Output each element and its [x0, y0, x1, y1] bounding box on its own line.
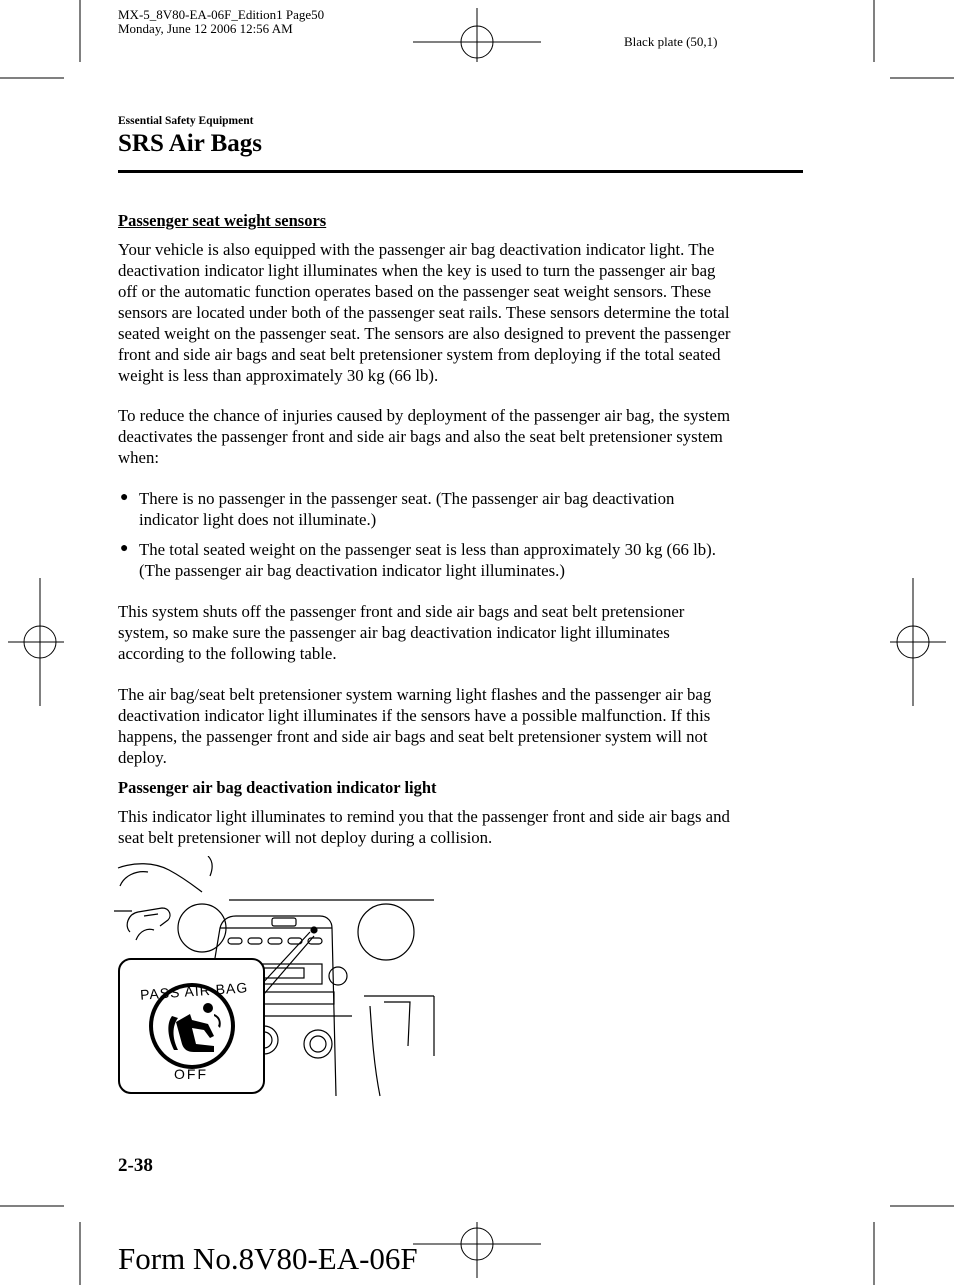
section-label: Essential Safety Equipment	[118, 115, 254, 127]
subhead-weight-sensors: Passenger seat weight sensors	[118, 211, 327, 230]
airbag-badge-bottom-text: OFF	[174, 1066, 208, 1082]
file-info-line2: Monday, June 12 2006 12:56 AM	[118, 21, 293, 36]
plate-label: Black plate (50,1)	[624, 34, 718, 49]
text-line: weight is less than approximately 30 kg (66 lb).	[118, 366, 439, 385]
airbag-badge-top-text: PASS AIR BAG	[139, 979, 249, 1003]
text-line: There is no passenger in the passenger seat. (The passenger air bag deactivation	[139, 489, 675, 508]
bullet-icon: ●	[120, 541, 129, 556]
text-line: when:	[118, 448, 160, 467]
page-number: 2-38	[118, 1155, 153, 1176]
paragraph-1	[118, 239, 818, 386]
paragraph-4	[118, 684, 818, 768]
form-number: Form No.8V80-EA-06F	[118, 1241, 418, 1276]
text-line: seated weight on the passenger seat. The sensors are also designed to prevent the passenger	[118, 324, 731, 343]
text-line: deploy.	[118, 748, 167, 767]
text-line: seat belt pretensioner will not deploy during a collision.	[118, 828, 493, 847]
bullet-item-2	[139, 539, 819, 581]
text-line: The air bag/seat belt pretensioner system warning light flashes and the passenger air bag	[118, 685, 712, 704]
page-title: SRS Air Bags	[118, 130, 263, 157]
text-line: (The passenger air bag deactivation indicator light illuminates.)	[139, 561, 565, 580]
subhead-indicator-light: Passenger air bag deactivation indicator light	[118, 778, 437, 797]
text-line: happens, the passenger front and side air bags and seat belt pretensioner system will not	[118, 727, 708, 746]
text-line: indicator light does not illuminate.)	[139, 510, 377, 529]
text-line: sensors are located under both of the passenger seat rails. These sensors determine the total	[118, 303, 730, 322]
text-line: Your vehicle is also equipped with the passenger air bag deactivation indicator light. The	[118, 240, 715, 259]
text-line: deactivates the passenger front and side air bags and also the seat belt pretensioner system	[118, 427, 723, 446]
text-line: The total seated weight on the passenger seat is less than approximately 30 kg (66 lb).	[139, 540, 716, 559]
title-rule	[118, 170, 803, 173]
text-line: according to the following table.	[118, 644, 337, 663]
text-line: This indicator light illuminates to remind you that the passenger front and side air bags and	[118, 807, 730, 826]
dashboard-illustration	[114, 856, 436, 1098]
text-line: deactivation indicator light illuminates if the sensors have a possible malfunction. If this	[118, 706, 711, 725]
paragraph-3	[118, 601, 818, 664]
text-line: This system shuts off the passenger front and side air bags and seat belt pretensioner	[118, 602, 685, 621]
bullet-item-1	[139, 488, 819, 530]
text-line: To reduce the chance of injuries caused by deployment of the passenger air bag, the system	[118, 406, 731, 425]
file-info-line1: MX-5_8V80-EA-06F_Edition1 Page50	[118, 7, 325, 22]
text-line: off or the automatic function operates based on the passenger seat weight sensors. These	[118, 282, 712, 301]
text-line: deactivation indicator light illuminates when the key is used to turn the passenger air bag	[118, 261, 716, 280]
bullet-icon: ●	[120, 490, 129, 505]
text-line: system, so make sure the passenger air bag deactivation indicator light illuminates	[118, 623, 670, 642]
paragraph-5	[118, 806, 818, 848]
text-line: front and side air bags and seat belt pretensioner system from deploying if the total seated	[118, 345, 721, 364]
file-info	[118, 8, 324, 36]
paragraph-2	[118, 405, 818, 468]
